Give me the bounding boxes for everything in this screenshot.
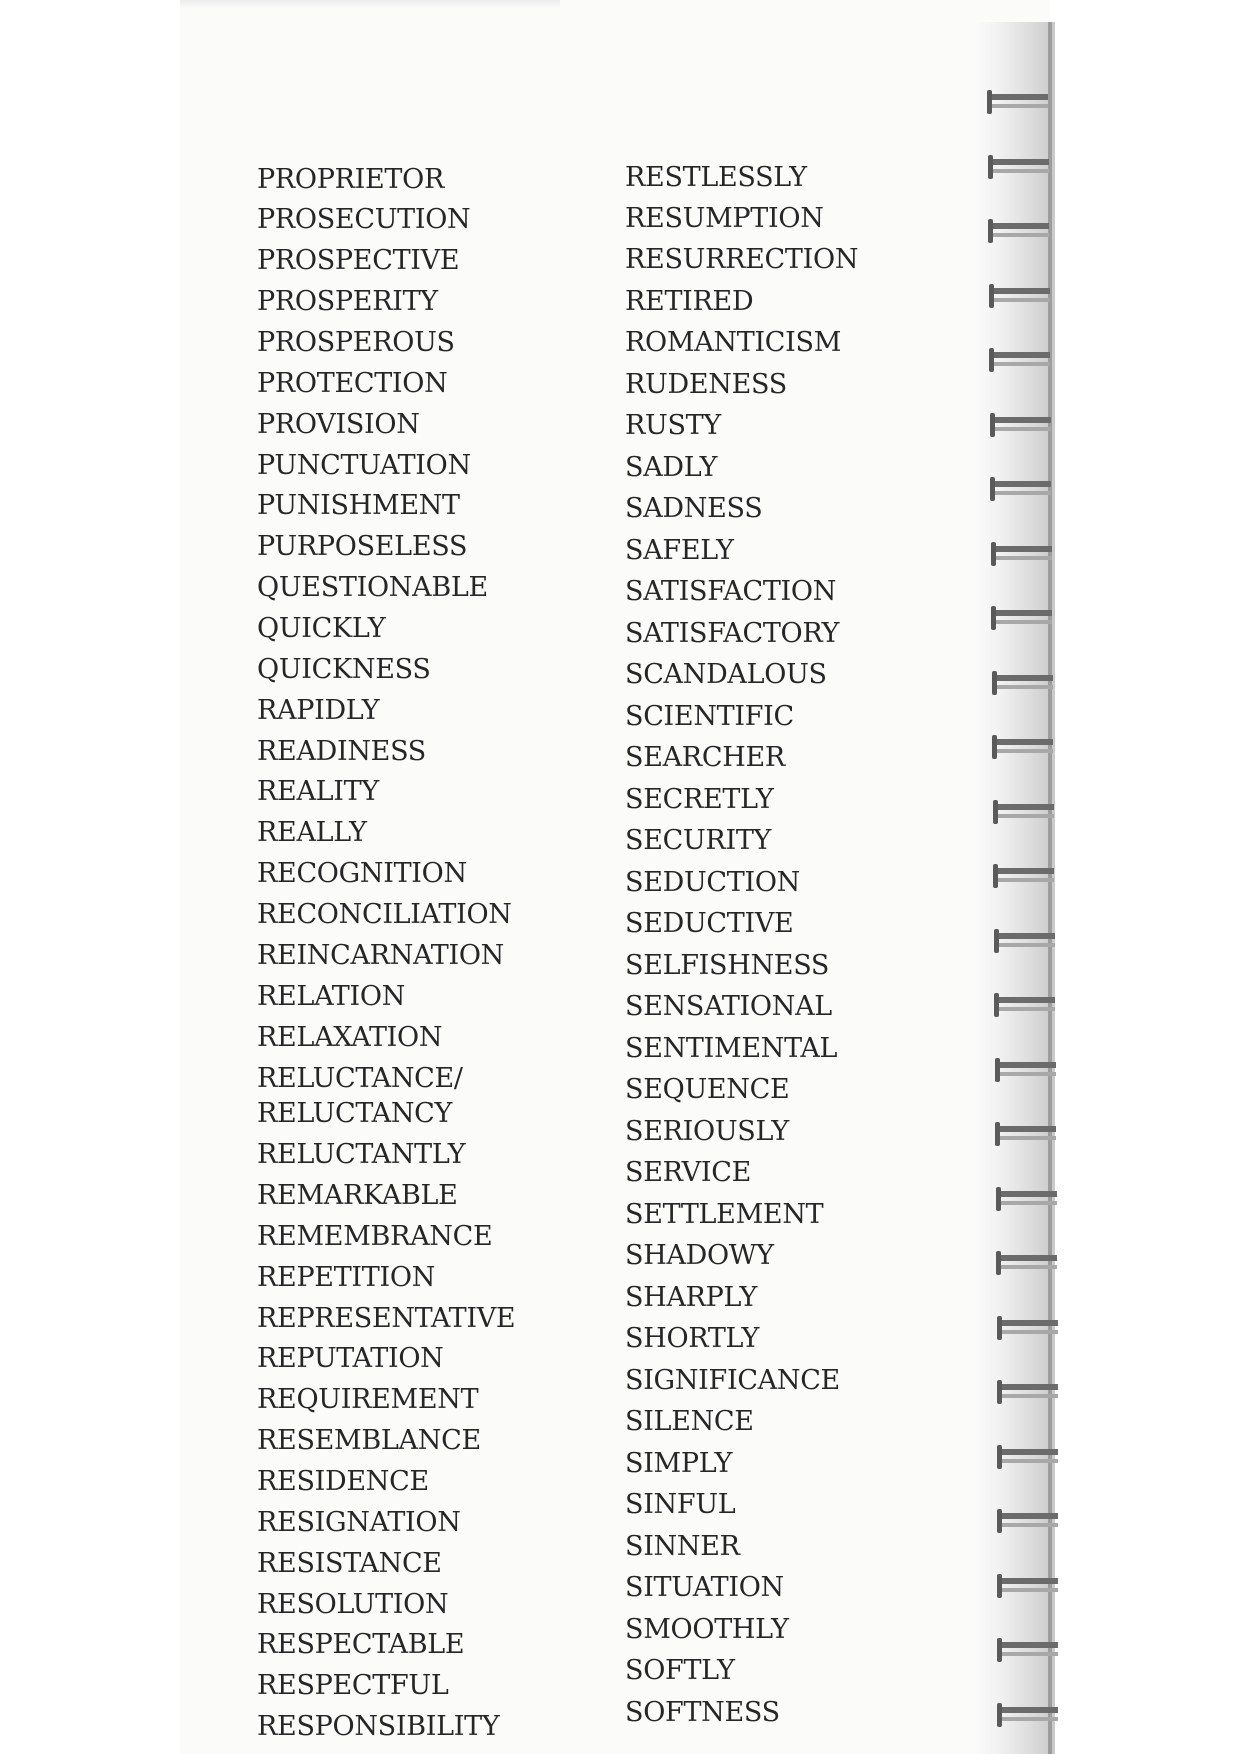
binding-coil <box>997 1316 1059 1340</box>
word-item: SCIENTIFIC <box>625 701 794 732</box>
word-item: RESTLESSLY <box>625 162 807 193</box>
word-item: RESISTANCE <box>257 1548 442 1579</box>
binding-coil <box>996 1187 1058 1211</box>
binding-coil <box>987 90 1049 114</box>
word-item: RESOLUTION <box>257 1589 449 1620</box>
binding-coil <box>989 348 1051 372</box>
word-item: PUNISHMENT <box>257 490 460 521</box>
word-item: RELUCTANCE/ <box>257 1063 463 1094</box>
word-item: SEARCHER <box>625 742 785 773</box>
word-item: SATISFACTION <box>625 576 837 607</box>
word-item: RUDENESS <box>625 369 787 400</box>
word-item: SECRETLY <box>625 784 774 815</box>
page-top-shadow <box>180 0 560 8</box>
word-item: QUICKNESS <box>257 654 431 685</box>
word-item: RESUMPTION <box>625 203 824 234</box>
binding-coil <box>994 993 1056 1017</box>
word-item: REPRESENTATIVE <box>257 1303 516 1334</box>
word-item: RESPONSIBILITY <box>257 1711 500 1742</box>
word-item: RUSTY <box>625 410 721 441</box>
binding-coil <box>990 413 1052 437</box>
binding-coil <box>997 1445 1059 1469</box>
binding-coil <box>993 800 1055 824</box>
binding-coil <box>997 1509 1059 1533</box>
word-item: PROSPEROUS <box>257 327 455 358</box>
word-item: REMARKABLE <box>257 1180 458 1211</box>
word-item: RELUCTANCY <box>257 1098 453 1129</box>
word-item: REPUTATION <box>257 1343 444 1374</box>
binding-coil <box>988 219 1050 243</box>
word-item: SETTLEMENT <box>625 1199 824 1230</box>
word-item: SADLY <box>625 452 718 483</box>
binding-coil <box>991 542 1053 566</box>
word-item: RELUCTANTLY <box>257 1139 466 1170</box>
binding-coil <box>989 284 1051 308</box>
word-item: RESPECTABLE <box>257 1629 465 1660</box>
word-item: SHORTLY <box>625 1323 759 1354</box>
word-item: PROSPECTIVE <box>257 245 460 276</box>
word-item: PROVISION <box>257 409 420 440</box>
binding-coil <box>988 155 1050 179</box>
word-item: RETIRED <box>625 286 754 317</box>
word-item: READINESS <box>257 736 427 767</box>
word-item: REMEMBRANCE <box>257 1221 493 1252</box>
word-item: REQUIREMENT <box>257 1384 479 1415</box>
word-item: SEDUCTIVE <box>625 908 794 939</box>
word-item: RESEMBLANCE <box>257 1425 481 1456</box>
word-item: SATISFACTORY <box>625 618 840 649</box>
binding-coil <box>997 1638 1059 1662</box>
word-item: SENSATIONAL <box>625 991 832 1022</box>
word-item: REALLY <box>257 817 367 848</box>
binding-coil <box>993 864 1055 888</box>
binding-coil <box>996 1251 1058 1275</box>
word-item: SOFTLY <box>625 1655 735 1686</box>
binding-coil <box>992 671 1054 695</box>
word-item: PURPOSELESS <box>257 531 468 562</box>
word-item: SERIOUSLY <box>625 1116 789 1147</box>
binding-coil <box>994 929 1056 953</box>
word-item: QUESTIONABLE <box>257 572 488 603</box>
word-item: SHADOWY <box>625 1240 774 1271</box>
word-item: SECURITY <box>625 825 772 856</box>
word-item: SHARPLY <box>625 1282 757 1313</box>
binding-coil <box>995 1122 1057 1146</box>
word-item: RESPECTFUL <box>257 1670 449 1701</box>
word-item: RELAXATION <box>257 1022 443 1053</box>
word-item: SINNER <box>625 1531 740 1562</box>
word-item: SELFISHNESS <box>625 950 830 981</box>
binding-coil <box>995 1058 1057 1082</box>
word-item: SIGNIFICANCE <box>625 1365 840 1396</box>
binding-coil <box>997 1574 1059 1598</box>
word-item: QUICKLY <box>257 613 386 644</box>
word-item: SOFTNESS <box>625 1697 780 1728</box>
word-item: PROPRIETOR <box>257 164 444 195</box>
word-item: PROSECUTION <box>257 204 471 235</box>
word-item: REINCARNATION <box>257 940 504 971</box>
word-item: SADNESS <box>625 493 763 524</box>
binding-coil <box>997 1380 1059 1404</box>
word-item: REALITY <box>257 776 379 807</box>
spiral-binding-strip <box>975 22 1055 1754</box>
word-item: SENTIMENTAL <box>625 1033 838 1064</box>
word-item: SCANDALOUS <box>625 659 827 690</box>
binding-coil <box>997 1703 1059 1727</box>
word-item: RESURRECTION <box>625 244 859 275</box>
binding-coil <box>990 477 1052 501</box>
word-item: ROMANTICISM <box>625 327 842 358</box>
binding-coil <box>992 735 1054 759</box>
word-item: SEQUENCE <box>625 1074 790 1105</box>
word-item: PROTECTION <box>257 368 448 399</box>
word-item: SINFUL <box>625 1489 736 1520</box>
word-item: RECONCILIATION <box>257 899 512 930</box>
word-item: RECOGNITION <box>257 858 467 889</box>
word-item: RESIDENCE <box>257 1466 429 1497</box>
binding-edge <box>1048 22 1052 1754</box>
word-item: SIMPLY <box>625 1448 733 1479</box>
word-item: RAPIDLY <box>257 695 380 726</box>
word-item: RELATION <box>257 981 406 1012</box>
word-item: SAFELY <box>625 535 734 566</box>
word-item: PUNCTUATION <box>257 450 471 481</box>
word-item: REPETITION <box>257 1262 436 1293</box>
word-item: RESIGNATION <box>257 1507 461 1538</box>
binding-coil <box>991 606 1053 630</box>
word-item: SILENCE <box>625 1406 754 1437</box>
word-item: SITUATION <box>625 1572 784 1603</box>
word-item: SEDUCTION <box>625 867 801 898</box>
word-item: PROSPERITY <box>257 286 438 317</box>
word-item: SMOOTHLY <box>625 1614 789 1645</box>
word-item: SERVICE <box>625 1157 752 1188</box>
